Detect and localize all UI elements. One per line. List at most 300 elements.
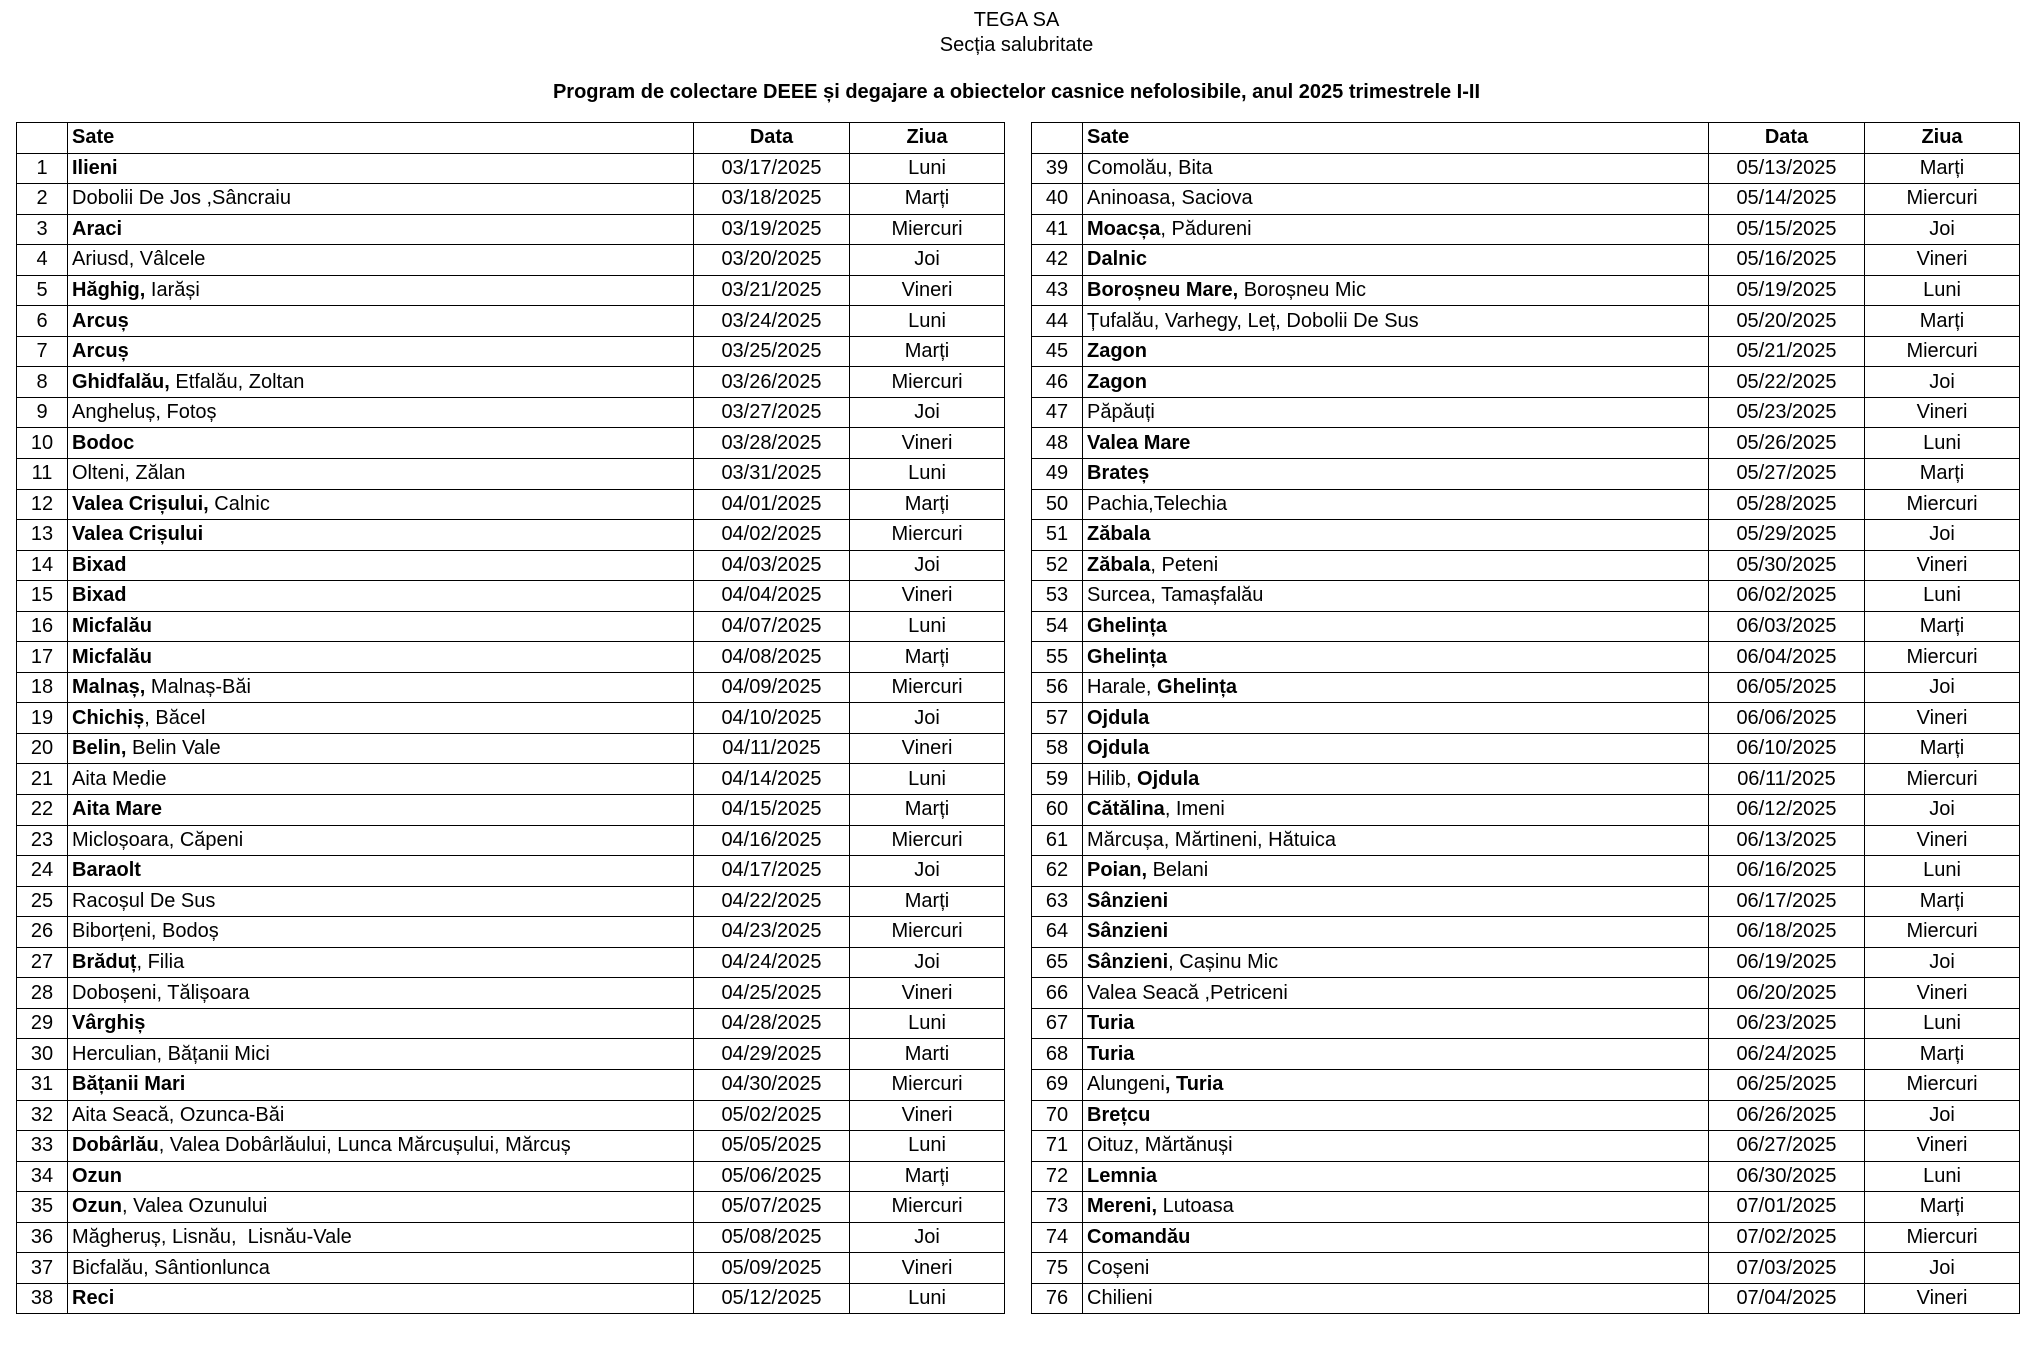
weekday-cell: Miercuri: [1865, 184, 2020, 215]
row-number: 14: [17, 550, 68, 581]
village-name: Mărcușa, Mărtineni, Hătuica: [1087, 828, 1336, 851]
villages-cell: [1083, 581, 1709, 612]
schedule-table-right: [1031, 122, 2020, 1314]
table-row: [17, 917, 1005, 948]
weekday-cell: Miercuri: [1865, 917, 2020, 948]
row-number: 29: [17, 1008, 68, 1039]
row-number: 50: [1032, 489, 1083, 520]
villages-cell: [68, 581, 694, 612]
village-name: Herculian, Bățanii Mici: [72, 1042, 270, 1065]
weekday-cell: Marți: [850, 184, 1005, 215]
row-number: 20: [17, 733, 68, 764]
village-name: Angheluș, Fotoș: [72, 401, 217, 424]
table-row: [17, 886, 1005, 917]
village-name: Aita Seacă, Ozunca-Băi: [72, 1103, 285, 1126]
table-row: [17, 520, 1005, 551]
village-name: Pachia,Telechia: [1087, 492, 1228, 515]
weekday-cell: Marti: [850, 1039, 1005, 1070]
row-number: 62: [1032, 856, 1083, 887]
date-cell: 04/30/2025: [694, 1069, 850, 1100]
date-cell: 05/30/2025: [1709, 550, 1865, 581]
villages-cell: [68, 489, 694, 520]
village-name-bold: Brețcu: [1087, 1103, 1151, 1126]
weekday-cell: Vineri: [1865, 1283, 2020, 1314]
villages-cell: [1083, 520, 1709, 551]
weekday-cell: Joi: [850, 856, 1005, 887]
row-number: 64: [1032, 917, 1083, 948]
weekday-cell: Marți: [1865, 611, 2020, 642]
row-number: 10: [17, 428, 68, 459]
weekday-cell: Vineri: [1865, 397, 2020, 428]
row-number: 18: [17, 672, 68, 703]
village-name-bold: Sânzieni: [1087, 889, 1169, 912]
row-number: 60: [1032, 795, 1083, 826]
villages-cell: [1083, 917, 1709, 948]
row-number: 19: [17, 703, 68, 734]
villages-cell: [1083, 367, 1709, 398]
row-number: 67: [1032, 1008, 1083, 1039]
weekday-cell: Vineri: [1865, 245, 2020, 276]
date-cell: 03/19/2025: [694, 214, 850, 245]
table-row: [1032, 459, 2020, 490]
row-number: 13: [17, 520, 68, 551]
date-cell: 05/07/2025: [694, 1192, 850, 1223]
table-row: [17, 184, 1005, 215]
table-row: [17, 550, 1005, 581]
table-header-row: [1032, 123, 2020, 154]
row-number: 43: [1032, 275, 1083, 306]
row-number: 74: [1032, 1222, 1083, 1253]
villages-cell: [1083, 489, 1709, 520]
row-number: 33: [17, 1131, 68, 1162]
row-number: 71: [1032, 1131, 1083, 1162]
date-cell: 05/26/2025: [1709, 428, 1865, 459]
date-cell: 04/04/2025: [694, 581, 850, 612]
row-number: 75: [1032, 1253, 1083, 1284]
row-number: 8: [17, 367, 68, 398]
weekday-cell: Luni: [1865, 856, 2020, 887]
villages-cell: [1083, 886, 1709, 917]
weekday-cell: Luni: [850, 459, 1005, 490]
table-row: [1032, 275, 2020, 306]
villages-cell: [1083, 275, 1709, 306]
table-row: [17, 397, 1005, 428]
village-name-bold: Moacșa: [1087, 217, 1161, 240]
weekday-cell: Marți: [850, 642, 1005, 673]
row-number: 53: [1032, 581, 1083, 612]
weekday-cell: Marți: [850, 886, 1005, 917]
column-header-ziua: Ziua: [1865, 123, 2020, 154]
village-name-bold: Zagon: [1087, 370, 1147, 393]
village-name: Coșeni: [1087, 1256, 1150, 1279]
page-title: Program de colectare DEEE și degajare a obiectelor casnice nefolosibile, anul 2025 trimestrele I-II: [552, 81, 1481, 103]
row-number: 59: [1032, 764, 1083, 795]
row-number: 9: [17, 397, 68, 428]
table-row: [17, 672, 1005, 703]
weekday-cell: Marți: [1865, 153, 2020, 184]
village-name: Racoșul De Sus: [72, 889, 216, 912]
table-row: [17, 581, 1005, 612]
row-number: 41: [1032, 214, 1083, 245]
table-row: [1032, 184, 2020, 215]
villages-cell: [68, 856, 694, 887]
table-row: [1032, 672, 2020, 703]
village-name-bold: Arcuș: [72, 340, 129, 363]
weekday-cell: Vineri: [850, 581, 1005, 612]
village-name: Biborțeni, Bodoș: [72, 920, 219, 943]
row-number: 36: [17, 1222, 68, 1253]
row-number: 70: [1032, 1100, 1083, 1131]
table-row: [1032, 764, 2020, 795]
villages-cell: [68, 397, 694, 428]
village-name-bold: Bățanii Mari: [72, 1073, 186, 1096]
row-number: 42: [1032, 245, 1083, 276]
table-row: [1032, 886, 2020, 917]
table-row: [1032, 520, 2020, 551]
village-name: Aita Medie: [72, 767, 167, 790]
weekday-cell: Vineri: [850, 275, 1005, 306]
table-row: [1032, 397, 2020, 428]
village-name-bold: Dobârlău: [72, 1134, 159, 1157]
table-row: [17, 1008, 1005, 1039]
village-name: Măgheruș, Lisnău, Lisnău-Vale: [72, 1225, 352, 1248]
table-row: [1032, 1008, 2020, 1039]
villages-cell: [1083, 642, 1709, 673]
village-name: Dobolii De Jos ,Sâncraiu: [72, 187, 291, 210]
date-cell: 06/25/2025: [1709, 1069, 1865, 1100]
weekday-cell: Miercuri: [1865, 336, 2020, 367]
date-cell: 05/06/2025: [694, 1161, 850, 1192]
villages-cell: [68, 1253, 694, 1284]
village-name-bold: Ojdula: [1087, 706, 1150, 729]
date-cell: 06/11/2025: [1709, 764, 1865, 795]
table-row: [17, 764, 1005, 795]
village-name: Olteni, Zălan: [72, 462, 186, 485]
table-row: [1032, 733, 2020, 764]
date-cell: 04/01/2025: [694, 489, 850, 520]
village-name: Chilieni: [1087, 1287, 1153, 1310]
weekday-cell: Marți: [1865, 306, 2020, 337]
date-cell: 05/13/2025: [1709, 153, 1865, 184]
villages-cell: [1083, 856, 1709, 887]
village-name-bold: Ozun: [72, 1164, 122, 1187]
table-row: [17, 1222, 1005, 1253]
village-name: , Valea Ozunului: [122, 1195, 268, 1218]
village-name: Micloșoara, Căpeni: [72, 828, 244, 851]
weekday-cell: Luni: [850, 1008, 1005, 1039]
village-name-bold: Poian,: [1087, 859, 1148, 882]
weekday-cell: Vineri: [1865, 978, 2020, 1009]
table-row: [17, 336, 1005, 367]
weekday-cell: Luni: [850, 611, 1005, 642]
villages-cell: [68, 672, 694, 703]
row-number: 69: [1032, 1069, 1083, 1100]
village-name-bold: Comandău: [1087, 1225, 1191, 1248]
village-name-bold: Malnaș,: [72, 676, 146, 699]
village-name-bold: Baraolt: [72, 859, 141, 882]
date-cell: 04/02/2025: [694, 520, 850, 551]
table-row: [17, 733, 1005, 764]
table-row: [17, 1253, 1005, 1284]
row-number: 31: [17, 1069, 68, 1100]
weekday-cell: Miercuri: [850, 917, 1005, 948]
row-number: 65: [1032, 947, 1083, 978]
row-number: 68: [1032, 1039, 1083, 1070]
row-number: 66: [1032, 978, 1083, 1009]
weekday-cell: Vineri: [850, 1100, 1005, 1131]
villages-cell: [1083, 947, 1709, 978]
village-name-bold: Araci: [72, 217, 123, 240]
villages-cell: [68, 1192, 694, 1223]
row-number: 57: [1032, 703, 1083, 734]
village-name: , Băcel: [144, 706, 206, 729]
table-row: [17, 275, 1005, 306]
section-name: Secția salubritate: [939, 34, 1094, 56]
weekday-cell: Luni: [850, 153, 1005, 184]
row-number: 39: [1032, 153, 1083, 184]
weekday-cell: Joi: [850, 703, 1005, 734]
table-row: [17, 795, 1005, 826]
date-cell: 05/29/2025: [1709, 520, 1865, 551]
row-number: 16: [17, 611, 68, 642]
date-cell: 05/02/2025: [694, 1100, 850, 1131]
date-cell: 04/29/2025: [694, 1039, 850, 1070]
village-name-bold: Turia: [1087, 1012, 1135, 1035]
villages-cell: [68, 795, 694, 826]
weekday-cell: Miercuri: [1865, 764, 2020, 795]
village-name: , Cașinu Mic: [1168, 951, 1279, 974]
weekday-cell: Vineri: [850, 428, 1005, 459]
column-header-ziua: Ziua: [850, 123, 1005, 154]
villages-cell: [68, 184, 694, 215]
village-name: Doboșeni, Tălișoara: [72, 981, 250, 1004]
villages-cell: [68, 1161, 694, 1192]
village-name-bold: Lemnia: [1087, 1164, 1158, 1187]
villages-cell: [68, 917, 694, 948]
village-name-bold: Belin,: [72, 737, 127, 760]
date-cell: 03/27/2025: [694, 397, 850, 428]
date-cell: 05/28/2025: [1709, 489, 1865, 520]
villages-cell: [1083, 397, 1709, 428]
weekday-cell: Vineri: [1865, 550, 2020, 581]
weekday-cell: Joi: [1865, 1253, 2020, 1284]
row-number: 12: [17, 489, 68, 520]
row-number: 63: [1032, 886, 1083, 917]
table-row: [17, 214, 1005, 245]
table-row: [17, 245, 1005, 276]
date-cell: 06/12/2025: [1709, 795, 1865, 826]
weekday-cell: Miercuri: [1865, 1222, 2020, 1253]
village-name: Surcea, Tamașfalău: [1087, 584, 1264, 607]
village-name-bold: , Turia: [1164, 1073, 1224, 1096]
date-cell: 03/24/2025: [694, 306, 850, 337]
weekday-cell: Vineri: [850, 1253, 1005, 1284]
column-header-sate: Sate: [68, 123, 694, 154]
row-number: 23: [17, 825, 68, 856]
date-cell: 05/19/2025: [1709, 275, 1865, 306]
village-name-bold: Cătălina: [1087, 798, 1165, 821]
villages-cell: [1083, 459, 1709, 490]
villages-cell: [1083, 611, 1709, 642]
village-name-bold: Bixad: [72, 553, 127, 576]
weekday-cell: Miercuri: [850, 367, 1005, 398]
document-header: [0, 8, 2033, 105]
village-name-bold: Brateș: [1087, 462, 1150, 485]
table-row: [1032, 1253, 2020, 1284]
date-cell: 06/13/2025: [1709, 825, 1865, 856]
row-number: 26: [17, 917, 68, 948]
table-row: [17, 947, 1005, 978]
village-name-bold: Ojdula: [1087, 737, 1150, 760]
date-cell: 04/24/2025: [694, 947, 850, 978]
village-name-bold: Mereni,: [1087, 1195, 1158, 1218]
villages-cell: [1083, 1131, 1709, 1162]
weekday-cell: Miercuri: [850, 825, 1005, 856]
village-name: , Valea Dobârlăului, Lunca Mărcușului, Mărcuș: [158, 1134, 571, 1157]
weekday-cell: Luni: [1865, 1008, 2020, 1039]
village-name-bold: Aita Mare: [72, 798, 163, 821]
table-row: [1032, 1161, 2020, 1192]
villages-cell: [1083, 764, 1709, 795]
villages-cell: [68, 733, 694, 764]
schedule-table-left: [16, 122, 1005, 1314]
table-row: [1032, 1131, 2020, 1162]
row-number: 72: [1032, 1161, 1083, 1192]
villages-cell: [1083, 1283, 1709, 1314]
table-row: [17, 856, 1005, 887]
date-cell: 03/17/2025: [694, 153, 850, 184]
villages-cell: [68, 825, 694, 856]
villages-cell: [1083, 1222, 1709, 1253]
row-number: 56: [1032, 672, 1083, 703]
table-row: [1032, 153, 2020, 184]
villages-cell: [68, 520, 694, 551]
weekday-cell: Miercuri: [850, 1192, 1005, 1223]
village-name-bold: Ilieni: [72, 156, 118, 179]
table-row: [17, 1039, 1005, 1070]
village-name-bold: Dalnic: [1087, 248, 1148, 271]
row-number: 1: [17, 153, 68, 184]
village-name-bold: Ghelința: [1087, 645, 1168, 668]
village-name-bold: Zagon: [1087, 340, 1147, 363]
villages-cell: [1083, 1069, 1709, 1100]
date-cell: 04/09/2025: [694, 672, 850, 703]
village-name-bold: Ozun: [72, 1195, 122, 1218]
table-row: [17, 1283, 1005, 1314]
villages-cell: [1083, 428, 1709, 459]
weekday-cell: Marți: [850, 336, 1005, 367]
weekday-cell: Marți: [1865, 733, 2020, 764]
table-row: [1032, 1039, 2020, 1070]
villages-cell: [68, 214, 694, 245]
villages-cell: [1083, 978, 1709, 1009]
weekday-cell: Luni: [1865, 581, 2020, 612]
village-name-bold: Hăghig,: [72, 279, 146, 301]
village-name-bold: Valea Mare: [1087, 431, 1191, 454]
villages-cell: [68, 1222, 694, 1253]
villages-cell: [1083, 336, 1709, 367]
row-number: 27: [17, 947, 68, 978]
village-name: Valea Seacă ,Petriceni: [1087, 981, 1288, 1004]
weekday-cell: Miercuri: [850, 214, 1005, 245]
date-cell: 04/15/2025: [694, 795, 850, 826]
village-name-bold: Valea Crișului,: [72, 492, 209, 515]
village-name-bold: Reci: [72, 1287, 115, 1310]
villages-cell: [68, 1008, 694, 1039]
date-cell: 06/17/2025: [1709, 886, 1865, 917]
village-name-bold: Bodoc: [72, 431, 135, 454]
date-cell: 06/06/2025: [1709, 703, 1865, 734]
date-cell: 03/31/2025: [694, 459, 850, 490]
villages-cell: [1083, 1100, 1709, 1131]
row-number: 6: [17, 306, 68, 337]
villages-cell: [68, 1039, 694, 1070]
weekday-cell: Vineri: [1865, 703, 2020, 734]
date-cell: 04/28/2025: [694, 1008, 850, 1039]
villages-cell: [1083, 703, 1709, 734]
date-cell: 06/10/2025: [1709, 733, 1865, 764]
weekday-cell: Joi: [1865, 214, 2020, 245]
row-number: 58: [1032, 733, 1083, 764]
date-cell: 04/22/2025: [694, 886, 850, 917]
row-number: 55: [1032, 642, 1083, 673]
weekday-cell: Joi: [850, 397, 1005, 428]
table-row: [1032, 1283, 2020, 1314]
weekday-cell: Miercuri: [850, 672, 1005, 703]
village-name: Păpăuți: [1087, 401, 1155, 424]
village-name: Iarăși: [145, 279, 200, 301]
village-name: Belani: [1147, 859, 1209, 882]
village-name: Etfalău, Zoltan: [169, 370, 305, 393]
village-name: , Imeni: [1164, 798, 1225, 821]
row-number: 11: [17, 459, 68, 490]
weekday-cell: Marți: [850, 1161, 1005, 1192]
date-cell: 03/18/2025: [694, 184, 850, 215]
date-cell: 05/12/2025: [694, 1283, 850, 1314]
villages-cell: [68, 947, 694, 978]
weekday-cell: Vineri: [850, 978, 1005, 1009]
village-name: Alungeni: [1087, 1073, 1165, 1096]
row-number: 15: [17, 581, 68, 612]
villages-cell: [68, 428, 694, 459]
table-row: [1032, 1192, 2020, 1223]
date-cell: 04/23/2025: [694, 917, 850, 948]
villages-cell: [1083, 550, 1709, 581]
villages-cell: [1083, 1039, 1709, 1070]
villages-cell: [68, 550, 694, 581]
villages-cell: [68, 1283, 694, 1314]
table-row: [1032, 489, 2020, 520]
weekday-cell: Joi: [850, 245, 1005, 276]
date-cell: 04/08/2025: [694, 642, 850, 673]
column-header-nr: [17, 123, 68, 154]
date-cell: 07/01/2025: [1709, 1192, 1865, 1223]
weekday-cell: Marți: [1865, 1192, 2020, 1223]
villages-cell: [68, 1069, 694, 1100]
table-row: [1032, 428, 2020, 459]
column-header-nr: [1032, 123, 1083, 154]
date-cell: 07/03/2025: [1709, 1253, 1865, 1284]
date-cell: 04/25/2025: [694, 978, 850, 1009]
village-name: Boroșneu Mic: [1238, 279, 1366, 301]
date-cell: 04/17/2025: [694, 856, 850, 887]
weekday-cell: Miercuri: [1865, 642, 2020, 673]
villages-cell: [1083, 1161, 1709, 1192]
table-row: [1032, 642, 2020, 673]
date-cell: 03/25/2025: [694, 336, 850, 367]
villages-cell: [68, 1100, 694, 1131]
village-name: Lutoasa: [1157, 1195, 1234, 1218]
